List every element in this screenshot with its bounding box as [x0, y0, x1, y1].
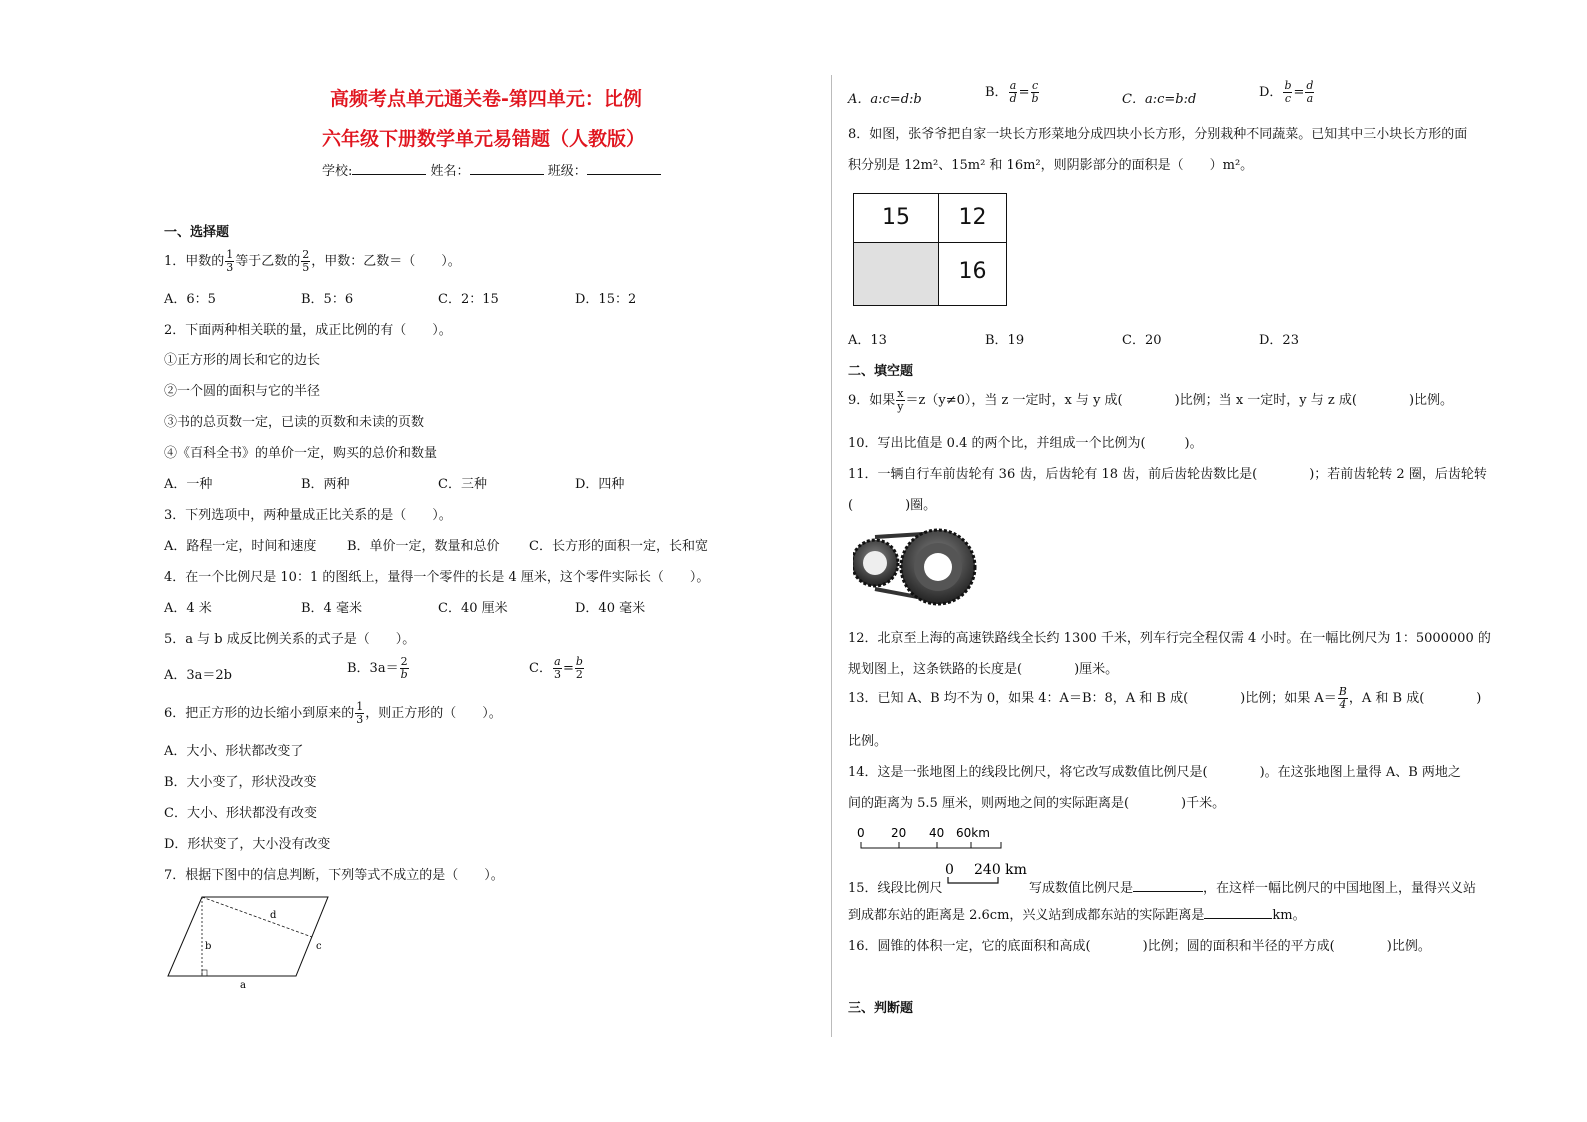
question-14-line2: 间的距离为 5.5 厘米，则两地之间的实际距离是( )千米。 [848, 796, 1226, 811]
q4-option-d[interactable]: D．40 毫米 [575, 601, 646, 616]
class-label: 班级： [547, 164, 587, 179]
column-divider [831, 75, 832, 1037]
question-4: 4．在一个比例尺是 10：1 的图纸上，量得一个零件的长是 4 厘米，这个零件实际长（ ）。 [164, 570, 710, 585]
label-c: c [316, 941, 322, 952]
q4-option-a[interactable]: A．4 米 [164, 601, 212, 616]
q3-option-a[interactable]: A．路程一定，时间和速度 [164, 539, 317, 554]
section-fill: 二、填空题 [848, 364, 914, 379]
q3-option-c[interactable]: C．长方形的面积一定，长和宽 [529, 539, 708, 554]
scale-tick-20: 20 [891, 826, 907, 840]
q7-option-b[interactable]: B． $\frac{a}{d}$ = $\frac{c}{b}$ [985, 79, 1039, 105]
shaded-cell [854, 243, 939, 305]
q2-item-1: ①正方形的周长和它的边长 [164, 353, 321, 368]
q15-blank-1[interactable] [1133, 879, 1203, 892]
q6-option-d[interactable]: D．形状变了，大小没有改变 [164, 837, 331, 852]
q7-option-d[interactable]: D． $\frac{b}{c}$ = $\frac{d}{a}$ [1259, 79, 1314, 105]
q3-option-b[interactable]: B．单价一定，数量和总价 [347, 539, 500, 554]
student-info-line [322, 160, 661, 179]
question-11-line2: ( )圈。 [848, 498, 937, 513]
q2-item-3: ③书的总页数一定，已读的页数和未读的页数 [164, 415, 425, 430]
q1-fraction-2: $\frac{2}{5}$ [302, 248, 310, 274]
school-blank[interactable] [352, 162, 426, 175]
question-12-line2: 规划图上，这条铁路的长度是( )厘米。 [848, 662, 1119, 677]
question-5: 5．a 与 b 成反比例关系的式子是（ ）。 [164, 632, 416, 647]
question-15-line2: 到成都东站的距离是 2.6cm，兴义站到成都东站的实际距离是 km。 [848, 908, 1306, 923]
question-16: 16．圆锥的体积一定，它的底面积和高成( )比例；圆的面积和半径的平方成( )比例。 [848, 939, 1431, 954]
question-15-pre: 15．线段比例尺 [848, 881, 943, 896]
q5-option-c[interactable]: C． $\frac{a}{3}$ = $\frac{b}{2}$ [529, 655, 583, 681]
q8-option-d[interactable]: D．23 [1259, 333, 1299, 348]
section-judge: 三、判断题 [848, 1001, 914, 1016]
q1-fraction-1: $\frac{1}{3}$ [226, 248, 234, 274]
q6-option-b[interactable]: B．大小变了，形状没改变 [164, 775, 317, 790]
question-8-line1: 8．如图，张爷爷把自家一块长方形菜地分成四块小长方形，分别栽种不同蔬菜。已知其中三小块长方形的面 [848, 127, 1468, 142]
vegetable-plot-grid [853, 193, 1007, 306]
cell-12: 12 [939, 194, 1006, 243]
q2-option-d[interactable]: D．四种 [575, 477, 625, 492]
scale-0: 0 [945, 862, 954, 878]
q8-option-c[interactable]: C．20 [1122, 333, 1162, 348]
q6-option-c[interactable]: C．大小、形状都没有改变 [164, 806, 317, 821]
scale-tick-40: 40 [929, 826, 945, 840]
parallelogram-diagram [160, 890, 340, 990]
q1-text-pre: 1．甲数的 [164, 254, 225, 269]
q6-option-a[interactable]: A．大小、形状都改变了 [164, 744, 304, 759]
q7-option-a[interactable]: A．a:c=d:b [848, 92, 922, 107]
class-blank[interactable] [587, 162, 661, 175]
q8-option-b[interactable]: B．19 [985, 333, 1025, 348]
label-a: a [240, 980, 246, 990]
question-12-line1: 12．北京至上海的高速铁路线全长约 1300 千米，列车行完全程仅需 4 小时。在一幅比例尺为 1：5000000 的 [848, 631, 1491, 646]
label-b: b [205, 941, 212, 952]
question-1 [164, 249, 461, 274]
q15-blank-2[interactable] [1204, 906, 1272, 919]
line-scale-240km [940, 858, 1030, 888]
q8-option-a[interactable]: A．13 [848, 333, 887, 348]
question-13-line1: 13．已知 A、B 均不为 0，如果 4：A＝B：8，A 和 B 成( )比例；如果 A＝ $\frac{B}{4}$ ，A 和 B 成( ) [848, 685, 1482, 711]
cell-15: 15 [854, 194, 939, 243]
name-blank[interactable] [470, 162, 544, 175]
question-15-mid: 写成数值比例尺是 ，在这样一幅比例尺的中国地图上，量得兴义站 [1029, 881, 1477, 896]
label-d: d [270, 910, 277, 921]
q4-option-c[interactable]: C．40 厘米 [438, 601, 508, 616]
school-label: 学校: [322, 164, 353, 179]
q5-option-a[interactable]: A．3a＝2b [164, 668, 233, 683]
q1-text-post: ，甲数：乙数＝（ ）。 [311, 254, 461, 269]
name-label: 姓名： [430, 164, 470, 179]
q1-option-a[interactable]: A．6：5 [164, 292, 216, 307]
question-10: 10．写出比值是 0.4 的两个比，并组成一个比例为( )。 [848, 436, 1203, 451]
q6-fraction: $\frac{1}{3}$ [356, 700, 364, 726]
scale-240km: 240 km [974, 862, 1027, 878]
bicycle-gears-image [853, 527, 977, 609]
line-scale-60km [853, 824, 1003, 852]
q5-option-b[interactable]: B．3a＝ $\frac{2}{b}$ [347, 655, 408, 681]
question-3: 3．下列选项中，两种量成正比关系的是（ ）。 [164, 508, 452, 523]
question-9: 9．如果 $\frac{x}{y}$ ＝z（y≠0），当 z 一定时，x 与 y 成( )比例；当 x 一定时，y 与 z 成( )比例。 [848, 387, 1454, 413]
question-6: 6．把正方形的边长缩小到原来的 $\frac{1}{3}$ ，则正方形的（ ）。 [164, 700, 502, 726]
scale-tick-0: 0 [857, 826, 865, 840]
q7-option-c[interactable]: C．a:c=b:d [1122, 92, 1197, 107]
title-sub: 六年级下册数学单元易错题（人教版） [322, 128, 646, 150]
q1-option-b[interactable]: B．5：6 [301, 292, 354, 307]
question-7: 7．根据下图中的信息判断，下列等式不成立的是（ ）。 [164, 868, 504, 883]
cell-16: 16 [958, 259, 987, 284]
question-11-line1: 11．一辆自行车前齿轮有 36 齿，后齿轮有 18 齿，前后齿轮齿数比是( )；若前齿轮转 2 圈，后齿轮转 [848, 467, 1487, 482]
question-14-line1: 14．这是一张地图上的线段比例尺，将它改写成数值比例尺是( )。在这张地图上量得 A、B 两地之 [848, 765, 1461, 780]
q1-option-c[interactable]: C．2：15 [438, 292, 499, 307]
question-2: 2．下面两种相关联的量，成正比例的有（ ）。 [164, 323, 452, 338]
question-13-line2: 比例。 [848, 734, 888, 749]
question-8-line2: 积分别是 12m²、15m² 和 16m²，则阴影部分的面积是（ ）m²。 [848, 158, 1254, 173]
title-main: 高频考点单元通关卷-第四单元：比例 [330, 88, 642, 110]
q2-item-2: ②一个圆的面积与它的半径 [164, 384, 321, 399]
section-choice: 一、选择题 [164, 225, 230, 240]
q1-option-d[interactable]: D．15：2 [575, 292, 637, 307]
q2-option-c[interactable]: C．三种 [438, 477, 487, 492]
q2-item-4: ④《百科全书》的单价一定，购买的总价和数量 [164, 446, 438, 461]
q1-text-mid: 等于乙数的 [235, 254, 301, 269]
q4-option-b[interactable]: B．4 毫米 [301, 601, 362, 616]
scale-tick-60km: 60km [956, 826, 990, 840]
q2-option-a[interactable]: A．一种 [164, 477, 213, 492]
q2-option-b[interactable]: B．两种 [301, 477, 350, 492]
